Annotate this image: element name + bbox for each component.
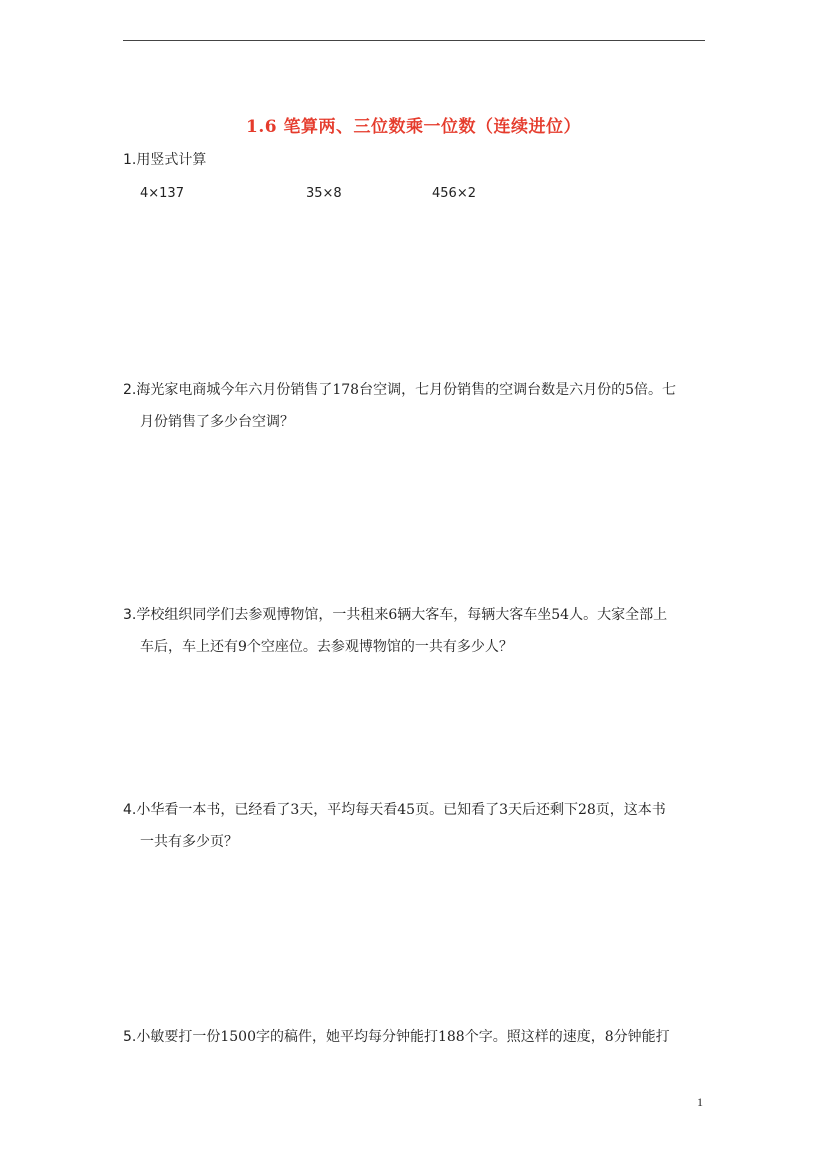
question-3-line-2: 车后，车上还有9个空座位。去参观博物馆的一共有多少人？ [140, 639, 513, 655]
question-5 [123, 1027, 670, 1047]
question-text: 海光家电商城今年六月份销售了178台空调，七月份销售的空调台数是六月份的5倍。七 [136, 382, 676, 398]
question-text: 学校组织同学们去参观博物馆，一共租来6辆大客车，每辆大客车坐54人。大家全部上 [136, 607, 668, 623]
question-number: 5. [123, 1029, 137, 1045]
expression-1: 4×137 [140, 186, 184, 201]
header-rule [123, 40, 705, 41]
question-text: 小华看一本书，已经看了3天，平均每天看45页。已知看了3天后还剩下28页，这本书 [136, 802, 666, 818]
question-2 [123, 380, 676, 400]
question-1 [123, 150, 206, 170]
question-number: 4. [123, 802, 137, 818]
expression-2: 35×8 [306, 186, 342, 201]
question-text: 小敏要打一份1500字的稿件，她平均每分钟能打188个字。照这样的速度，8分钟能打 [136, 1029, 670, 1045]
page-number: 1 [697, 1095, 703, 1109]
question-4-line-2: 一共有多少页？ [140, 834, 238, 850]
question-text: 用竖式计算 [136, 152, 207, 168]
question-4 [123, 800, 666, 820]
question-number: 3. [123, 607, 137, 623]
question-3 [123, 605, 667, 625]
question-2-line-2: 月份销售了多少台空调？ [140, 414, 294, 430]
page-title: 1.6 笔算两、三位数乘一位数（连续进位） [246, 117, 581, 137]
question-number: 1. [123, 152, 137, 168]
question-number: 2. [123, 382, 137, 398]
expression-3: 456×2 [432, 186, 476, 201]
